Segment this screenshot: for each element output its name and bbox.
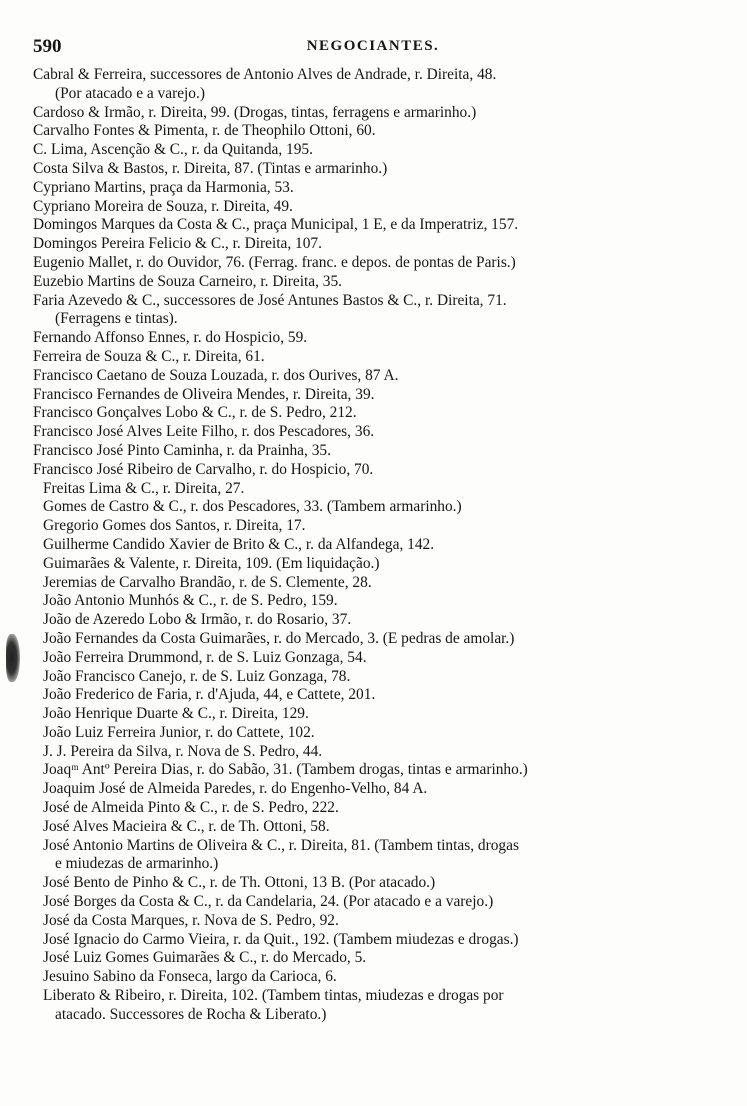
entry-line: João Henrique Duarte & C., r. Direita, 129. [43, 705, 309, 723]
directory-entry [33, 630, 713, 649]
entry-line: João Fernandes da Costa Guimarães, r. do Mercado, 3. (E pedras de amolar.) [43, 629, 515, 647]
directory-entry [33, 292, 713, 330]
directory-entry [33, 611, 713, 630]
entry-line: Euzebio Martins de Souza Carneiro, r. Direita, 35. [33, 272, 343, 290]
directory-entry [33, 574, 713, 593]
directory-entry [33, 555, 713, 574]
entry-line: Guimarães & Valente, r. Direita, 109. (Em liquidação.) [43, 554, 380, 572]
directory-entry [33, 874, 713, 893]
entry-line: Domingos Pereira Felicio & C., r. Direita, 107. [33, 235, 322, 253]
directory-entry [33, 818, 713, 837]
directory-entry [33, 743, 713, 762]
entry-line: José da Costa Marques, r. Nova de S. Pedro, 92. [43, 911, 339, 929]
directory-entry [33, 799, 713, 818]
directory-entry [33, 649, 713, 668]
directory-entry [33, 949, 713, 968]
directory-entry [33, 122, 713, 141]
entry-continuation-line: atacado. Successores de Rocha & Liberato.) [55, 1005, 327, 1023]
directory-entry [33, 686, 713, 705]
entry-line: João Frederico de Faria, r. d'Ajuda, 44, e Cattete, 201. [43, 686, 376, 704]
entry-line: João Antonio Munhós & C., r. de S. Pedro, 159. [43, 592, 338, 610]
directory-entry [33, 254, 713, 273]
entry-line: Francisco Caetano de Souza Louzada, r. dos Ourives, 87 A. [33, 366, 399, 384]
page-header [33, 36, 713, 60]
entry-line: Costa Silva & Bastos, r. Direita, 87. (Tintas e armarinho.) [33, 159, 388, 177]
entry-line: Freitas Lima & C., r. Direita, 27. [43, 479, 245, 497]
directory-entry [33, 235, 713, 254]
directory-entry [33, 198, 713, 217]
page-number: 590 [33, 36, 62, 57]
directory-entry [33, 104, 713, 123]
entry-line: José Antonio Martins de Oliveira & C., r. Direita, 81. (Tambem tintas, drogas [43, 836, 519, 854]
entry-line: Domingos Marques da Costa & C., praça Municipal, 1 E, e da Imperatriz, 157. [33, 216, 519, 234]
entry-line: José Bento de Pinho & C., r. de Th. Ottoni, 13 B. (Por atacado.) [43, 874, 436, 892]
directory-entry [33, 141, 713, 160]
directory-entry [33, 442, 713, 461]
entry-line: Ferreira de Souza & C., r. Direita, 61. [33, 347, 265, 365]
directory-entry [33, 837, 713, 875]
directory-entry [33, 536, 713, 555]
directory-entry [33, 348, 713, 367]
directory-entry [33, 968, 713, 987]
thumb-smudge [6, 634, 20, 682]
directory-entry [33, 461, 713, 480]
entry-line: João Ferreira Drummond, r. de S. Luiz Gonzaga, 54. [43, 648, 367, 666]
entry-line: João de Azeredo Lobo & Irmão, r. do Rosario, 37. [43, 611, 352, 629]
directory-entry [33, 386, 713, 405]
entry-line: Gregorio Gomes dos Santos, r. Direita, 17. [43, 517, 306, 535]
directory-entry [33, 517, 713, 536]
entry-line: Gomes de Castro & C., r. dos Pescadores, 33. (Tambem armarinho.) [43, 498, 462, 516]
entry-line: José Alves Macieira & C., r. de Th. Ottoni, 58. [43, 817, 330, 835]
running-head: NEGOCIANTES. [306, 38, 440, 54]
entry-line: J. J. Pereira da Silva, r. Nova de S. Pedro, 44. [43, 742, 323, 760]
entry-line: Liberato & Ribeiro, r. Direita, 102. (Tambem tintas, miudezas e drogas por [43, 987, 504, 1005]
directory-entry [33, 160, 713, 179]
entry-line: C. Lima, Ascenção & C., r. da Quitanda, 195. [33, 141, 313, 159]
directory-entry [33, 893, 713, 912]
entry-continuation-line: (Ferragens e tintas). [55, 310, 178, 328]
entry-line: José de Almeida Pinto & C., r. de S. Pedro, 222. [43, 799, 339, 817]
entry-line: Francisco José Ribeiro de Carvalho, r. do Hospicio, 70. [33, 460, 374, 478]
directory-entry [33, 761, 713, 780]
entry-line: Francisco José Alves Leite Filho, r. dos Pescadores, 36. [33, 423, 375, 441]
entry-line: Jeremias de Carvalho Brandão, r. de S. Clemente, 28. [43, 573, 372, 591]
directory-entry [33, 367, 713, 386]
entry-line: Eugenio Mallet, r. do Ouvidor, 76. (Ferrag. franc. e depos. de pontas de Paris.) [33, 253, 516, 271]
entry-line: João Francisco Canejo, r. de S. Luiz Gonzaga, 78. [43, 667, 351, 685]
directory-entry [33, 329, 713, 348]
directory-entry [33, 423, 713, 442]
entry-line: José Ignacio do Carmo Vieira, r. da Quit., 192. (Tambem miudezas e drogas.) [43, 930, 519, 948]
directory-entry [33, 668, 713, 687]
entry-line: José Borges da Costa & C., r. da Candelaria, 24. (Por atacado e a varejo.) [43, 893, 494, 911]
entry-line: Francisco José Pinto Caminha, r. da Prainha, 35. [33, 441, 331, 459]
directory-entry [33, 480, 713, 499]
entry-line: Cardoso & Irmão, r. Direita, 99. (Drogas, tintas, ferragens e armarinho.) [33, 103, 477, 121]
entry-line: Joaqᵐ Antº Pereira Dias, r. do Sabão, 31. (Tambem drogas, tintas e armarinho.) [43, 761, 528, 779]
directory-entry [33, 705, 713, 724]
directory-entry [33, 179, 713, 198]
entry-line: Francisco Gonçalves Lobo & C., r. de S. Pedro, 212. [33, 404, 357, 422]
directory-entry [33, 724, 713, 743]
directory-entry [33, 404, 713, 423]
entry-line: Jesuino Sabino da Fonseca, largo da Carioca, 6. [43, 968, 337, 986]
entry-line: Carvalho Fontes & Pimenta, r. de Theophilo Ottoni, 60. [33, 122, 376, 140]
entry-line: Guilherme Candido Xavier de Brito & C., r. da Alfandega, 142. [43, 535, 435, 553]
directory-entry [33, 273, 713, 292]
entry-continuation-line: e miudezas de armarinho.) [55, 855, 219, 873]
entry-line: Joaquim José de Almeida Paredes, r. do Engenho-Velho, 84 A. [43, 780, 428, 798]
directory-entry [33, 912, 713, 931]
entry-line: Fernando Affonso Ennes, r. do Hospicio, 59. [33, 329, 308, 347]
directory-entries [33, 66, 713, 1025]
entry-line: José Luiz Gomes Guimarães & C., r. do Mercado, 5. [43, 949, 367, 967]
directory-entry [33, 498, 713, 517]
entry-line: João Luiz Ferreira Junior, r. do Cattete, 102. [43, 723, 315, 741]
entry-continuation-line: (Por atacado e a varejo.) [55, 84, 205, 102]
entry-line: Cypriano Moreira de Souza, r. Direita, 49. [33, 197, 293, 215]
directory-entry [33, 780, 713, 799]
entry-line: Cabral & Ferreira, successores de Antonio Alves de Andrade, r. Direita, 48. [33, 66, 497, 83]
directory-entry [33, 216, 713, 235]
entry-line: Francisco Fernandes de Oliveira Mendes, r. Direita, 39. [33, 385, 375, 403]
entry-line: Faria Azevedo & C., successores de José Antunes Bastos & C., r. Direita, 71. [33, 291, 507, 309]
directory-entry [33, 592, 713, 611]
directory-entry [33, 66, 713, 104]
directory-entry [33, 931, 713, 950]
entry-line: Cypriano Martins, praça da Harmonia, 53. [33, 178, 294, 196]
directory-entry [33, 987, 713, 1025]
